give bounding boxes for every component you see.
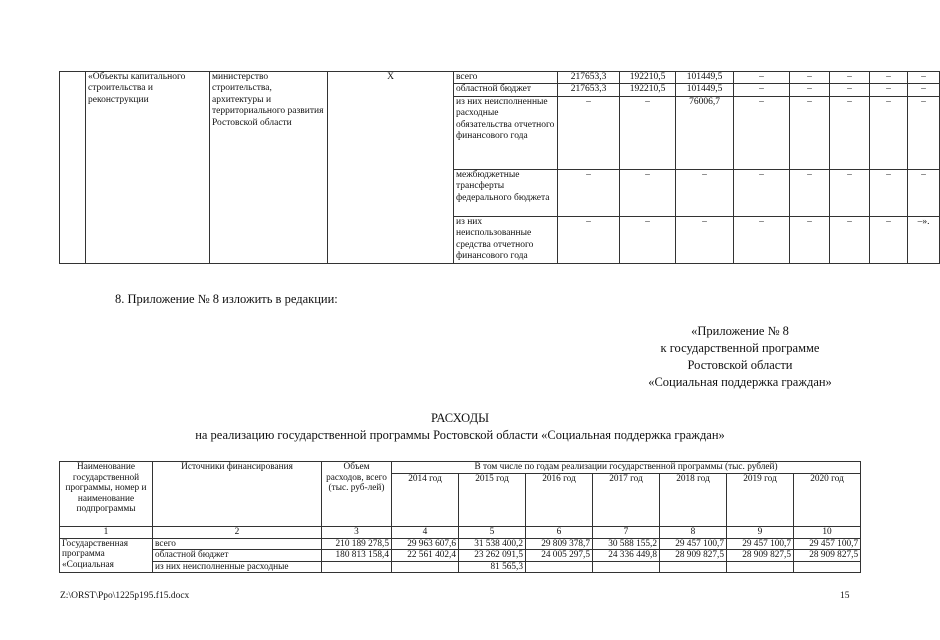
value-cell: – <box>870 84 908 96</box>
value-cell: 101449,5 <box>676 84 734 96</box>
column-number: 5 <box>459 527 526 539</box>
total-cell: 180 813 158,4 <box>322 550 392 562</box>
appendix-line: «Социальная поддержка граждан» <box>648 375 832 389</box>
value-cell: – <box>830 96 870 169</box>
source-label: из них неиспользованные средства отчетного финансового года <box>454 216 558 263</box>
year-value: 28 909 827,5 <box>660 550 727 562</box>
year-value: 24 336 449,8 <box>593 550 660 562</box>
year-header: 2016 год <box>526 474 593 527</box>
value-cell: – <box>620 169 676 216</box>
value-cell: – <box>870 96 908 169</box>
value-cell: –». <box>908 216 940 263</box>
value-cell: 192210,5 <box>620 84 676 96</box>
value-cell: 101449,5 <box>676 72 734 84</box>
page-number: 15 <box>840 591 850 601</box>
appendix-header <box>590 323 890 391</box>
source-label: межбюджетные трансферты федерального бюджета <box>454 169 558 216</box>
table-row <box>60 550 861 562</box>
value-cell: – <box>830 169 870 216</box>
column-number: 2 <box>153 527 322 539</box>
value-cell: – <box>790 96 830 169</box>
source-label: всего <box>153 538 322 550</box>
header-sources: Источники финансирования <box>153 462 322 527</box>
value-cell: 217653,3 <box>558 72 620 84</box>
value-cell: – <box>908 96 940 169</box>
continuation-table <box>59 71 940 264</box>
subtitle-line: на реализацию государственной программы Ростовской области «Социальная поддержка граждан» <box>195 428 725 442</box>
value-cell: – <box>790 216 830 263</box>
value-cell: – <box>676 216 734 263</box>
column-number: 3 <box>322 527 392 539</box>
column-number: 7 <box>593 527 660 539</box>
column-numbers-row <box>60 527 861 539</box>
source-label: областной бюджет <box>153 550 322 562</box>
value-cell: – <box>676 169 734 216</box>
value-cell: – <box>790 84 830 96</box>
appendix-line: «Приложение № 8 <box>691 324 789 338</box>
value-cell: – <box>790 169 830 216</box>
value-cell: – <box>870 72 908 84</box>
value-cell: – <box>908 169 940 216</box>
year-value <box>392 561 459 573</box>
year-header: 2019 год <box>727 474 794 527</box>
value-cell: – <box>558 169 620 216</box>
year-value: 28 909 827,5 <box>727 550 794 562</box>
column-number: 9 <box>727 527 794 539</box>
value-cell: – <box>734 96 790 169</box>
title-line: РАСХОДЫ <box>431 411 489 425</box>
source-label: из них неисполненные расходные <box>153 561 322 573</box>
year-value: 29 809 378,7 <box>526 538 593 550</box>
value-cell: – <box>830 216 870 263</box>
empty-cell <box>60 72 86 264</box>
year-value <box>794 561 861 573</box>
value-cell: – <box>830 84 870 96</box>
year-value: 22 561 402,4 <box>392 550 459 562</box>
appendix-line: Ростовской области <box>687 358 793 372</box>
value-cell: 76006,7 <box>676 96 734 169</box>
year-value <box>526 561 593 573</box>
table-row <box>60 538 861 550</box>
value-cell: – <box>734 84 790 96</box>
value-cell: – <box>870 216 908 263</box>
year-value <box>727 561 794 573</box>
mark-cell: Х <box>328 72 454 264</box>
header-by-years: В том числе по годам реализации государственной программы (тыс. рублей) <box>392 462 861 474</box>
value-cell: – <box>908 72 940 84</box>
year-header: 2017 год <box>593 474 660 527</box>
year-value: 29 963 607,6 <box>392 538 459 550</box>
year-value: 81 565,3 <box>459 561 526 573</box>
total-cell: 210 189 278,5 <box>322 538 392 550</box>
total-cell <box>322 561 392 573</box>
column-number: 4 <box>392 527 459 539</box>
year-value: 28 909 827,5 <box>794 550 861 562</box>
header-row <box>60 462 861 474</box>
table-row <box>60 72 940 84</box>
year-value: 31 538 400,2 <box>459 538 526 550</box>
column-number: 6 <box>526 527 593 539</box>
year-value: 23 262 091,5 <box>459 550 526 562</box>
value-cell: 217653,3 <box>558 84 620 96</box>
year-value <box>593 561 660 573</box>
table-row <box>60 561 861 573</box>
value-cell: – <box>908 84 940 96</box>
year-value: 30 588 155,2 <box>593 538 660 550</box>
footer-file-path: Z:\ORST\Ppo\1225p195.f15.docx <box>60 591 190 601</box>
year-value <box>660 561 727 573</box>
item-8-instruction: 8. Приложение № 8 изложить в редакции: <box>115 292 338 306</box>
year-header: 2020 год <box>794 474 861 527</box>
column-number: 10 <box>794 527 861 539</box>
source-label: областной бюджет <box>454 84 558 96</box>
header-volume: Объем расходов, всего (тыс. руб-лей) <box>322 462 392 527</box>
value-cell: – <box>734 169 790 216</box>
value-cell: – <box>620 96 676 169</box>
year-header: 2015 год <box>459 474 526 527</box>
value-cell: – <box>620 216 676 263</box>
value-cell: – <box>830 72 870 84</box>
value-cell: – <box>790 72 830 84</box>
expenses-table <box>59 461 861 573</box>
source-label: всего <box>454 72 558 84</box>
value-cell: – <box>558 216 620 263</box>
year-value: 29 457 100,7 <box>727 538 794 550</box>
value-cell: – <box>734 216 790 263</box>
column-number: 1 <box>60 527 153 539</box>
appendix-line: к государственной программе <box>660 341 820 355</box>
program-name-cell: «Объекты капитального строительства и реконструкции <box>86 72 210 264</box>
value-cell: – <box>734 72 790 84</box>
source-label: из них неисполненные расходные обязательства отчетного финансового года <box>454 96 558 169</box>
value-cell: 192210,5 <box>620 72 676 84</box>
document-title <box>60 410 860 444</box>
value-cell: – <box>870 169 908 216</box>
year-value: 29 457 100,7 <box>794 538 861 550</box>
year-value: 29 457 100,7 <box>660 538 727 550</box>
executor-cell: министерство строительства, архитектуры и территориального развития Ростовской области <box>210 72 328 264</box>
column-number: 8 <box>660 527 727 539</box>
year-value: 24 005 297,5 <box>526 550 593 562</box>
year-header: 2018 год <box>660 474 727 527</box>
header-name: Наименование государственной программы, номер и наименование подпрограммы <box>60 462 153 527</box>
value-cell: – <box>558 96 620 169</box>
program-name-cell: Государственная программа «Социальная <box>60 538 153 573</box>
year-header: 2014 год <box>392 474 459 527</box>
